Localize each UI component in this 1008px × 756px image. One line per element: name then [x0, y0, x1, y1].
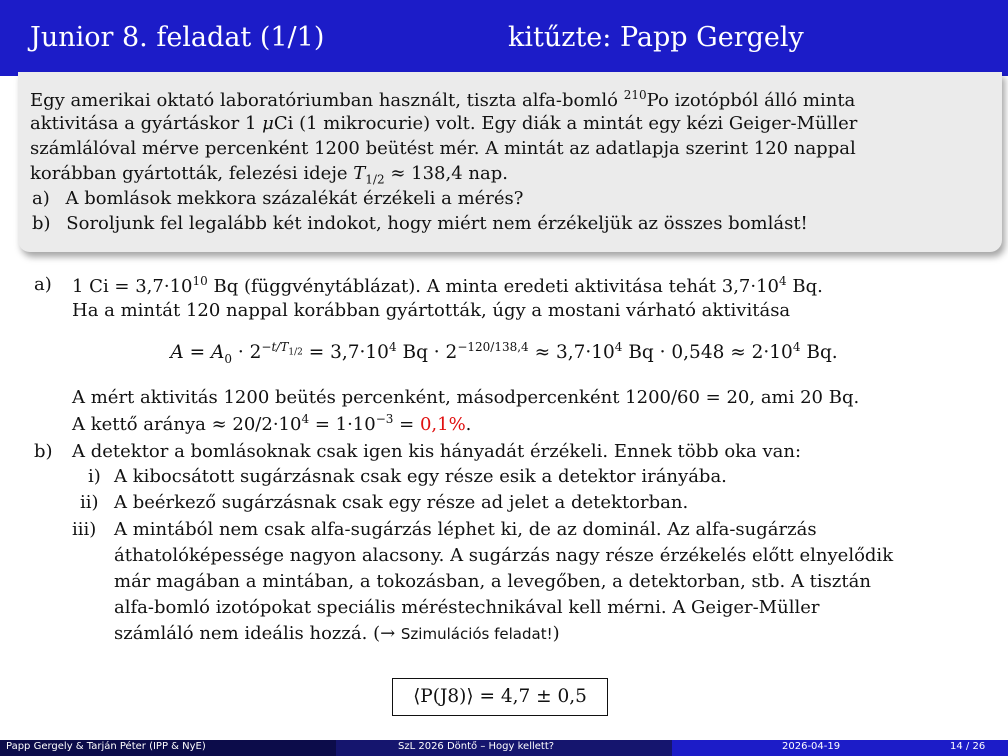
footer-event: SzL 2026 Döntő – Hogy kellett? [398, 741, 555, 752]
solution-text: A kettő aránya ≈ 20/2·10 [72, 414, 302, 435]
question-b [32, 213, 808, 234]
exponent: 10 [192, 274, 208, 288]
exponent: −3 [375, 412, 394, 426]
equation-exponent: 4 [388, 340, 397, 354]
problem-text: ≈ 138,4 nap. [384, 163, 508, 184]
problem-line-4 [30, 163, 508, 187]
question-label: a) [32, 188, 50, 209]
reason-iii-line-4: alfa-bomló izotópokat speciális méréstechnikával kell mérni. A Geiger-Müller [114, 597, 820, 618]
equation-part: Bq · 0,548 ≈ 2·10 [622, 342, 793, 364]
footer-page-number: 14 / 26 [950, 741, 986, 752]
equation-exponent: 4 [792, 340, 801, 354]
solution-a-label: a) [34, 274, 52, 295]
equation-part: · 2 [232, 342, 262, 364]
reason-iii-line-5 [114, 623, 560, 644]
problem-line-1 [30, 88, 855, 111]
equation-exponent: −t/T [261, 340, 289, 354]
equation-exponent: −120/138,4 [457, 340, 529, 354]
question-label: b) [32, 213, 51, 234]
problem-text: Ci (1 mikrocurie) volt. Egy diák a mintát egy kézi Geiger-Müller [273, 113, 858, 134]
equation-part: Bq. [800, 342, 838, 364]
problem-text: korábban gyártották, felezési ideje [30, 163, 354, 184]
reason-iii-line-1: A mintából nem csak alfa-sugárzás léphet ki, de az dominál. Az alfa-sugárzás [114, 519, 817, 540]
footer-date: 2026-04-19 [782, 741, 841, 752]
solution-text: 1 Ci = 3,7·10 [72, 276, 193, 297]
equation-part: ≈ 3,7·10 [528, 342, 615, 364]
difficulty-score-box: ⟨P(J8)⟩ = 4,7 ± 0,5 [392, 678, 608, 716]
solution-a-line-3: A mért aktivitás 1200 beütés percenként, másodpercenként 1200/60 = 20, ami 20 Bq. [72, 387, 860, 408]
solution-a-line-4 [72, 412, 471, 435]
equation-part: Bq · 2 [396, 342, 458, 364]
question-a [32, 188, 523, 209]
equation-part: = [189, 342, 211, 364]
solution-text: számláló nem ideális hozzá. (→ [114, 623, 401, 644]
half-life-subscript: 1/2 [365, 172, 385, 187]
problem-text: aktivitása a gyártáskor 1 [30, 113, 263, 134]
problem-text: Po izotópból álló minta [646, 90, 856, 111]
exponent: 4 [301, 412, 310, 426]
exponent: 4 [779, 274, 787, 288]
half-life-symbol: T [353, 163, 366, 184]
footer-bar [0, 740, 1008, 756]
footer-event-section [336, 740, 672, 756]
solution-b-label: b) [34, 441, 53, 462]
result-highlight: 0,1% [419, 414, 466, 435]
reason-iii-line-2: áthatolóképessége nagyon alacsony. A sugárzás nagy része érzékelés előtt elnyelődik [114, 545, 894, 566]
solution-text: . [465, 414, 472, 435]
reason-ii: A beérkező sugárzásnak csak egy része ad jelet a detektorban. [114, 492, 689, 513]
question-text: A bomlások mekkora százalékát érzékeli a mérés? [65, 188, 524, 209]
solution-a-line-1 [72, 274, 823, 297]
simulation-task-link[interactable]: Szimulációs feladat! [400, 625, 553, 643]
reason-i-label: i) [88, 466, 101, 487]
title-bar [0, 0, 1008, 76]
solution-text: = [393, 414, 420, 435]
reason-iii-label: iii) [72, 519, 97, 540]
equation-symbol: A [170, 342, 184, 364]
footer-date-section [672, 740, 1008, 756]
question-text: Soroljunk fel legalább két indokot, hogy miért nem érzékeljük az összes bomlást! [66, 213, 808, 234]
footer-authors-section [0, 740, 336, 756]
reason-iii-line-3: már magában a mintában, a tokozásban, a levegőben, a detektorban, stb. A tisztán [114, 571, 871, 592]
solution-text: = 1·10 [309, 414, 376, 435]
mu-symbol: μ [262, 113, 274, 134]
problem-statement-box [18, 72, 1002, 252]
equation-subscript: 1/2 [288, 347, 303, 358]
decay-equation [0, 340, 1008, 366]
slide-title: Junior 8. feladat (1/1) [30, 22, 325, 53]
reason-ii-label: ii) [80, 492, 99, 513]
solution-text: Bq (függvénytáblázat). A minta eredeti aktivitása tehát 3,7·10 [207, 276, 780, 297]
problem-line-2 [30, 113, 857, 134]
equation-part: = 3,7·10 [302, 342, 389, 364]
problem-line-3: számlálóval mérve percenként 1200 beütést mér. A mintát az adatlapja szerint 120 nappal [30, 138, 856, 159]
solution-a-line-2: Ha a mintát 120 nappal korábban gyártották, úgy a mostani várható aktivitása [72, 300, 791, 321]
solution-text: Bq. [786, 276, 823, 297]
equation-symbol: A [210, 342, 225, 364]
slide-author: kitűzte: Papp Gergely [508, 22, 804, 53]
equation-exponent: 4 [614, 340, 623, 354]
footer-authors: Papp Gergely & Tarján Péter (IPP & NyE) [6, 741, 206, 752]
solution-b-intro: A detektor a bomlásoknak csak igen kis hányadát érzékeli. Ennek több oka van: [72, 441, 802, 462]
equation-subscript: 0 [224, 351, 232, 366]
isotope-mass-number: 210 [623, 88, 647, 102]
problem-text: Egy amerikai oktató laboratóriumban használt, tiszta alfa-bomló [30, 90, 624, 111]
reason-i: A kibocsátott sugárzásnak csak egy része esik a detektor irányába. [114, 466, 727, 487]
solution-text: ) [552, 623, 560, 644]
